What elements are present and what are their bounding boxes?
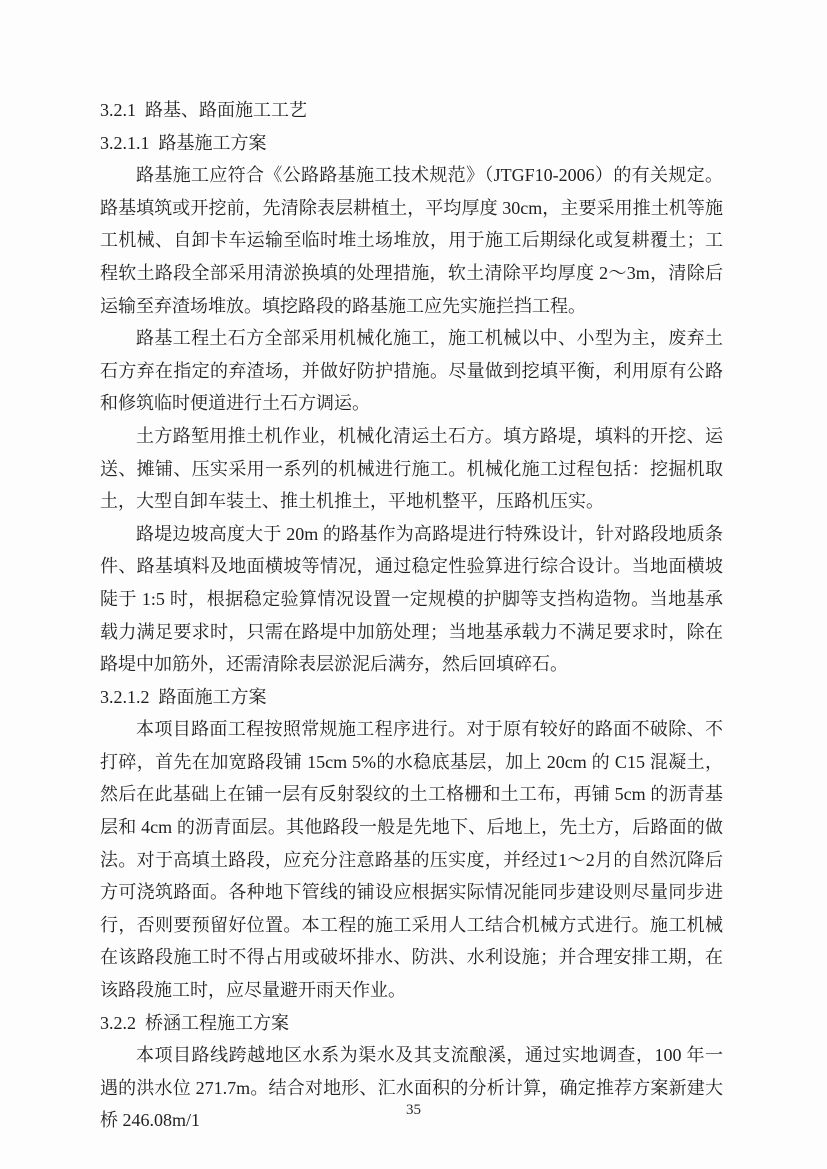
- section-heading-3-2-2: 3.2.2 桥涵工程施工方案: [100, 1012, 289, 1033]
- paragraph-earthwork-mechanized: 路基工程土石方全部采用机械化施工，施工机械以中、小型为主，废弃土石方弃在指定的弃渣场，并做好防护措施。尽量做到挖填平衡，利用原有公路和修筑临时便道进行土石方调运。: [100, 328, 723, 414]
- paragraph-pavement-plan: 本项目路面工程按照常规施工程序进行。对于原有较好的路面不破除、不打碎，首先在加宽路段铺 15cm 5%的水稳底基层，加上 20cm 的 C15 混凝土，然后在此基础上在铺一层有反射裂纹的土工格栅和土工布，再铺 5cm 的沥青基层和 4cm 的沥青面层。其他路段一般是先地下、后地上，先土方，后路面的做法。对于高填土路段，应充分注意路基的压实度，并经过1～2月的自然沉降后方可浇筑路面。各种地下管线的铺设应根据实际情况能同步建设则尽量同步进行，否则要预留好位置。本工程的施工采用人工结合机械方式进行。施工机械在该路段施工时不得占用或破坏排水、防洪、水利设施；并合理安排工期，在该路段施工时，应尽量避开雨天作业。: [100, 719, 723, 1001]
- paragraph-cut-fill-machinery: 土方路堑用推土机作业，机械化清运土石方。填方路堤，填料的开挖、运送、摊铺、压实采用一系列的机械进行施工。机械化施工过程包括：挖掘机取土，大型自卸车装土、推土机推土，平地机整平，压路机压实。: [100, 425, 723, 512]
- paragraph-bridge-culvert-plan: 本项目路线跨越地区水系为渠水及其支流酿溪，通过实地调查，100 年一遇的洪水位 271.7m。结合对地形、汇水面积的分析计算，确定推荐方案新建大桥 246.08m/1: [100, 1045, 723, 1131]
- section-heading-3-2-1: 3.2.1 路基、路面施工工艺: [100, 100, 307, 120]
- page-number: 35: [406, 1102, 421, 1118]
- section-heading-3-2-1-1: 3.2.1.1 路基施工方案: [100, 132, 267, 153]
- paragraph-roadbed-spec: 路基施工应符合《公路路基施工技术规范》（JTGF10-2006）的有关规定。路基填筑或开挖前，先清除表层耕植土，平均厚度 30cm，主要采用推土机等施工机械、自卸卡车运输至临时堆土场堆放，用于施工后期绿化或复耕覆土；工程软土路段全部采用清淤换填的处理措施，软土清除平均厚度 2～3m，清除后运输至弃渣场堆放。填挖路段的路基施工应先实施拦挡工程。: [100, 165, 723, 316]
- paragraph-high-embankment-design: 路堤边坡高度大于 20m 的路基作为高路堤进行特殊设计，针对路段地质条件、路基填料及地面横坡等情况，通过稳定性验算进行综合设计。当地面横坡陡于 1:5 时，根据稳定验算情况设置一定规模的护脚等支挡构造物。当地基承载力满足要求时，只需在路堤中加筋处理；当地基承载力不满足要求时，除在路堤中加筋外，还需清除表层淤泥后满夯，然后回填碎石。: [100, 523, 723, 675]
- section-heading-3-2-1-2: 3.2.1.2 路面施工方案: [100, 686, 267, 707]
- document-body: [100, 94, 723, 1137]
- page-footer: [0, 1101, 827, 1119]
